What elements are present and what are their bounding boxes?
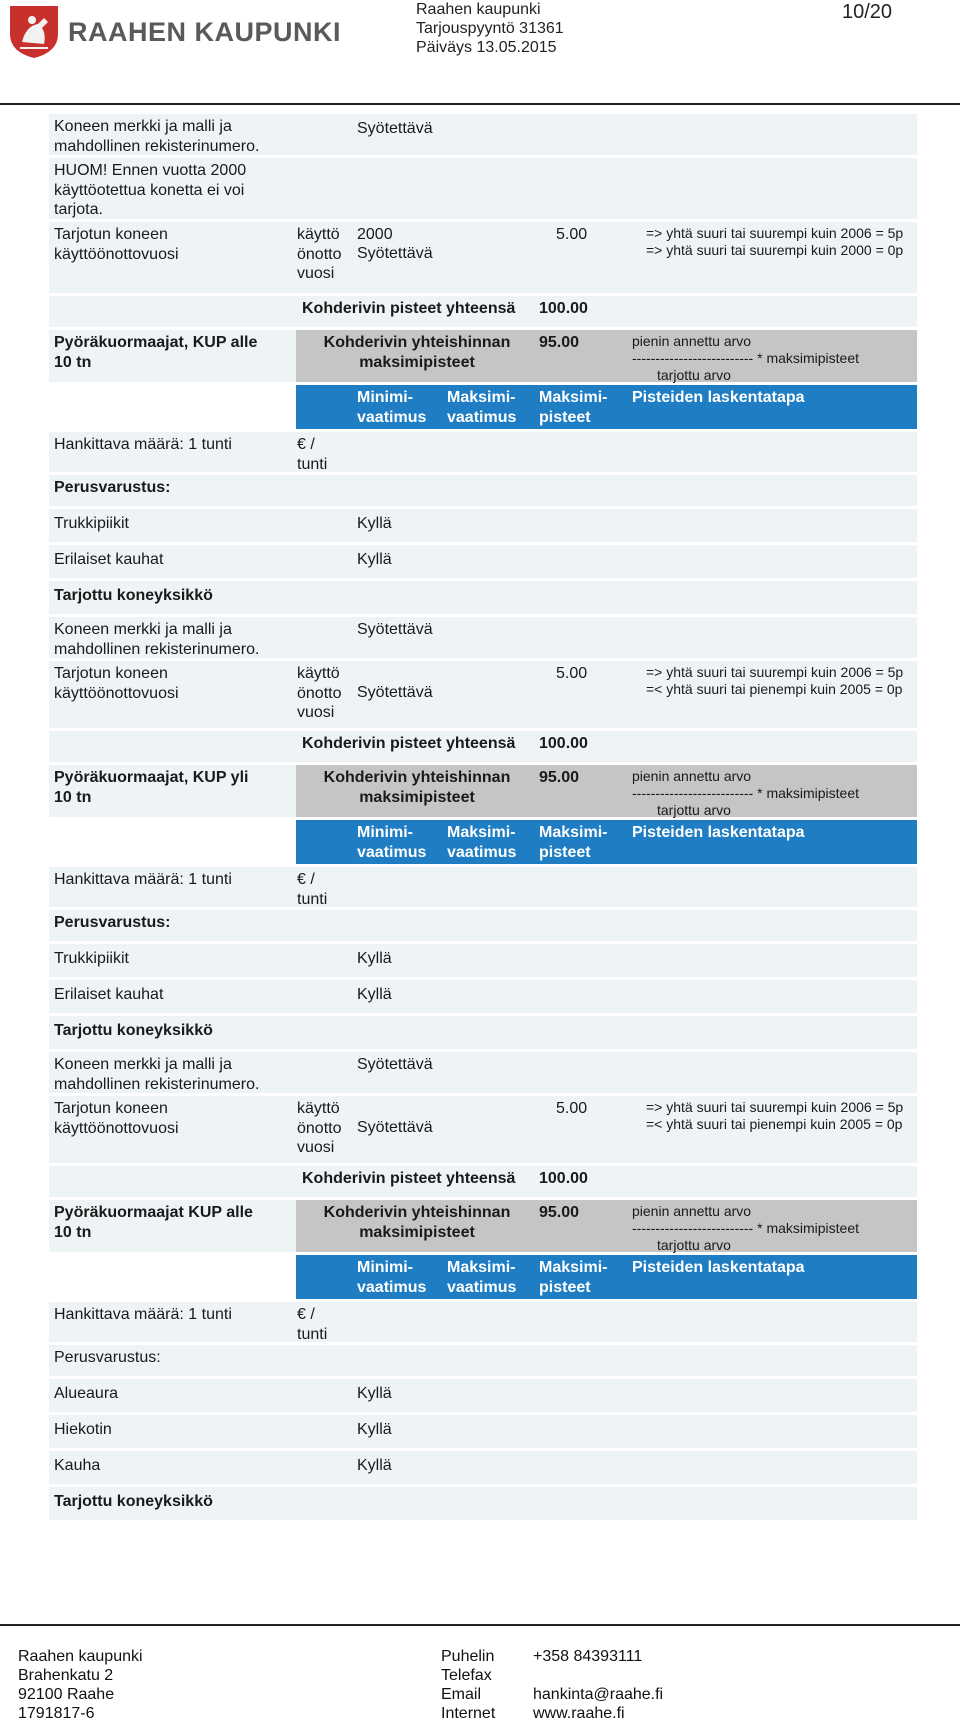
section-header-row	[49, 765, 917, 820]
formula-mid: -------------------------- * maksimipisteet	[632, 1220, 860, 1236]
footer-city: 92100 Raahe	[18, 1686, 115, 1703]
year-points: 5.00	[556, 226, 588, 243]
table-row	[49, 1302, 917, 1345]
col-points: Maksimi- pisteet	[539, 389, 608, 426]
formula-top: pienin annettu arvo	[632, 1203, 752, 1219]
item-required: Kyllä	[357, 515, 392, 532]
row-total-label: Kohderivin yhteishinnan maksimipisteet	[323, 1204, 511, 1241]
item-required: Kyllä	[357, 950, 392, 967]
table-row	[49, 1016, 917, 1052]
table-row	[49, 158, 917, 222]
table-row	[49, 617, 917, 661]
formula-top: pienin annettu arvo	[632, 333, 752, 349]
header-rule	[0, 103, 960, 105]
header-date: Päiväys 13.05.2015	[416, 39, 557, 56]
item-required: Kyllä	[357, 551, 392, 568]
year-unit: käyttö önotto vuosi	[297, 226, 342, 283]
page-number: 10/20	[842, 1, 893, 23]
formula-mid: -------------------------- * maksimipisteet	[632, 350, 860, 366]
footer-business-id: 1791817-6	[18, 1705, 95, 1722]
col-method: Pisteiden laskentatapa	[632, 389, 805, 406]
table-row	[49, 944, 917, 980]
section-2	[49, 765, 917, 1200]
formula-top: pienin annettu arvo	[632, 768, 752, 784]
quantity-unit: € / tunti	[297, 436, 328, 473]
formula-bottom: tarjottu arvo	[657, 802, 731, 818]
item-name: Alueaura	[54, 1385, 119, 1402]
table-row	[49, 1096, 917, 1166]
total-value: 100.00	[539, 735, 588, 752]
phone-value: +358 84393111	[533, 1648, 643, 1665]
coat-of-arms-icon	[8, 4, 60, 60]
footer-contact-labels	[441, 1647, 495, 1723]
table-row	[49, 980, 917, 1016]
item-name: Trukkipiikit	[54, 950, 129, 967]
row-total-label: Kohderivin yhteishinnan maksimipisteet	[323, 769, 511, 806]
item-required: Kyllä	[357, 986, 392, 1003]
column-header-row	[49, 820, 917, 867]
basic-label: Perusvarustus:	[54, 479, 171, 496]
table-row	[49, 475, 917, 509]
make-label: Koneen merkki ja malli ja mahdollinen rekisterinumero.	[54, 118, 260, 155]
year-value[interactable]: Syötettävä	[357, 684, 433, 701]
footer-address	[18, 1647, 143, 1723]
table-row	[49, 222, 917, 296]
year-unit: käyttö önotto vuosi	[297, 1100, 342, 1157]
col-points: Maksimi- pisteet	[539, 1259, 608, 1296]
col-points: Maksimi- pisteet	[539, 824, 608, 861]
section-title: Pyöräkuormaajat, KUP yli 10 tn	[54, 769, 249, 806]
item-name: Hiekotin	[54, 1421, 112, 1438]
make-label: Koneen merkki ja malli ja mahdollinen rekisterinumero.	[54, 621, 260, 658]
page-header	[0, 0, 960, 104]
column-header-row	[49, 385, 917, 432]
email-label: Email	[441, 1686, 482, 1703]
year-rule: => yhtä suuri tai suurempi kuin 2006 = 5p =< yhtä suuri tai pienempi kuin 2005 = 0p	[646, 664, 904, 697]
offered-label: Tarjottu koneyksikkö	[54, 587, 213, 604]
table-row	[49, 114, 917, 158]
make-value[interactable]: Syötettävä	[357, 1056, 433, 1073]
section-title: Pyöräkuormaajat, KUP alle 10 tn	[54, 334, 258, 371]
table-row	[49, 1345, 917, 1379]
make-label: Koneen merkki ja malli ja mahdollinen rekisterinumero.	[54, 1056, 260, 1093]
formula	[632, 333, 917, 384]
year-points: 5.00	[556, 665, 588, 682]
year-rule: => yhtä suuri tai suurempi kuin 2006 = 5p =< yhtä suuri tai pienempi kuin 2005 = 0p	[646, 1099, 904, 1132]
total-label: Kohderivin pisteet yhteensä	[302, 735, 516, 752]
item-name: Kauha	[54, 1457, 101, 1474]
phone-label: Puhelin	[441, 1648, 495, 1665]
header-org: Raahen kaupunki	[416, 1, 541, 18]
col-method: Pisteiden laskentatapa	[632, 824, 805, 841]
row-total-label: Kohderivin yhteishinnan maksimipisteet	[323, 334, 511, 371]
col-method: Pisteiden laskentatapa	[632, 1259, 805, 1276]
item-name: Trukkipiikit	[54, 515, 129, 532]
item-required: Kyllä	[357, 1385, 392, 1402]
web-label: Internet	[441, 1705, 496, 1722]
table-row	[49, 432, 917, 475]
year-label: Tarjotun koneen käyttöönottovuosi	[54, 1100, 179, 1137]
quantity-unit: € / tunti	[297, 1306, 328, 1343]
col-max: Maksimi- vaatimus	[447, 824, 517, 861]
table-row	[49, 1451, 917, 1487]
header-info	[416, 0, 564, 57]
table-row	[49, 1166, 917, 1200]
section-1	[49, 330, 917, 765]
web-value[interactable]: www.raahe.fi	[533, 1705, 625, 1722]
offered-label: Tarjottu koneyksikkö	[54, 1493, 213, 1510]
section-header-row	[49, 1200, 917, 1255]
formula	[632, 768, 917, 819]
table-row	[49, 731, 917, 765]
column-header-row	[49, 1255, 917, 1302]
city-logo	[8, 4, 341, 60]
price-points: 95.00	[539, 769, 580, 786]
table-row	[49, 1487, 917, 1523]
total-label: Kohderivin pisteet yhteensä	[302, 1170, 516, 1187]
section-title: Pyöräkuormaajat KUP alle 10 tn	[54, 1204, 253, 1241]
make-value[interactable]: Syötettävä	[357, 621, 433, 638]
year-unit: käyttö önotto vuosi	[297, 665, 342, 722]
price-points: 95.00	[539, 1204, 580, 1221]
footer-org: Raahen kaupunki	[18, 1648, 143, 1665]
section-header-row	[49, 330, 917, 385]
quantity-label: Hankittava määrä: 1 tunti	[54, 871, 232, 888]
year-value[interactable]: Syötettävä	[357, 1119, 433, 1136]
col-min: Minimi- vaatimus	[357, 1259, 427, 1296]
formula-mid: -------------------------- * maksimipisteet	[632, 785, 860, 801]
section-3	[49, 1200, 917, 1523]
item-required: Kyllä	[357, 1457, 392, 1474]
year-label: Tarjotun koneen käyttöönottovuosi	[54, 665, 179, 702]
offered-label: Tarjottu koneyksikkö	[54, 1022, 213, 1039]
formula	[632, 1203, 917, 1254]
year-min: 2000	[357, 226, 393, 243]
quantity-label: Hankittava määrä: 1 tunti	[54, 1306, 232, 1323]
col-min: Minimi- vaatimus	[357, 824, 427, 861]
col-min: Minimi- vaatimus	[357, 389, 427, 426]
item-name: Erilaiset kauhat	[54, 986, 164, 1003]
col-max: Maksimi- vaatimus	[447, 389, 517, 426]
fax-value	[533, 1666, 663, 1685]
year-value[interactable]: Syötettävä	[357, 245, 433, 262]
quantity-label: Hankittava määrä: 1 tunti	[54, 436, 232, 453]
notice-text: HUOM! Ennen vuotta 2000 käyttöotettua konetta ei voi tarjota.	[54, 162, 247, 219]
email-value[interactable]: hankinta@raahe.fi	[533, 1686, 664, 1703]
table-row	[49, 545, 917, 581]
footer-street: Brahenkatu 2	[18, 1667, 114, 1684]
price-points: 95.00	[539, 334, 580, 351]
table-row	[49, 1415, 917, 1451]
formula-bottom: tarjottu arvo	[657, 1237, 731, 1253]
table-row	[49, 1379, 917, 1415]
table-row	[49, 867, 917, 910]
quantity-unit: € / tunti	[297, 871, 328, 908]
basic-label: Perusvarustus:	[54, 914, 171, 931]
logo-text: RAAHEN KAUPUNKI	[68, 16, 342, 47]
document-body	[49, 114, 917, 1523]
total-value: 100.00	[539, 1170, 588, 1187]
table-row	[49, 1052, 917, 1096]
make-value[interactable]: Syötettävä	[357, 120, 433, 137]
total-label: Kohderivin pisteet yhteensä	[302, 300, 516, 317]
table-row	[49, 910, 917, 944]
header-tender: Tarjouspyyntö 31361	[416, 20, 564, 37]
fax-label: Telefax	[441, 1667, 492, 1684]
year-rule: => yhtä suuri tai suurempi kuin 2006 = 5p => yhtä suuri tai suurempi kuin 2000 = 0p	[646, 225, 904, 258]
footer-contact-values	[533, 1647, 663, 1723]
year-points: 5.00	[556, 1100, 588, 1117]
table-row	[49, 509, 917, 545]
total-value: 100.00	[539, 300, 588, 317]
table-row	[49, 581, 917, 617]
item-name: Erilaiset kauhat	[54, 551, 164, 568]
year-label: Tarjotun koneen käyttöönottovuosi	[54, 226, 179, 263]
item-required: Kyllä	[357, 1421, 392, 1438]
col-max: Maksimi- vaatimus	[447, 1259, 517, 1296]
table-row	[49, 296, 917, 330]
basic-label: Perusvarustus:	[54, 1349, 161, 1366]
footer-rule	[0, 1624, 960, 1626]
table-row	[49, 661, 917, 731]
formula-bottom: tarjottu arvo	[657, 367, 731, 383]
